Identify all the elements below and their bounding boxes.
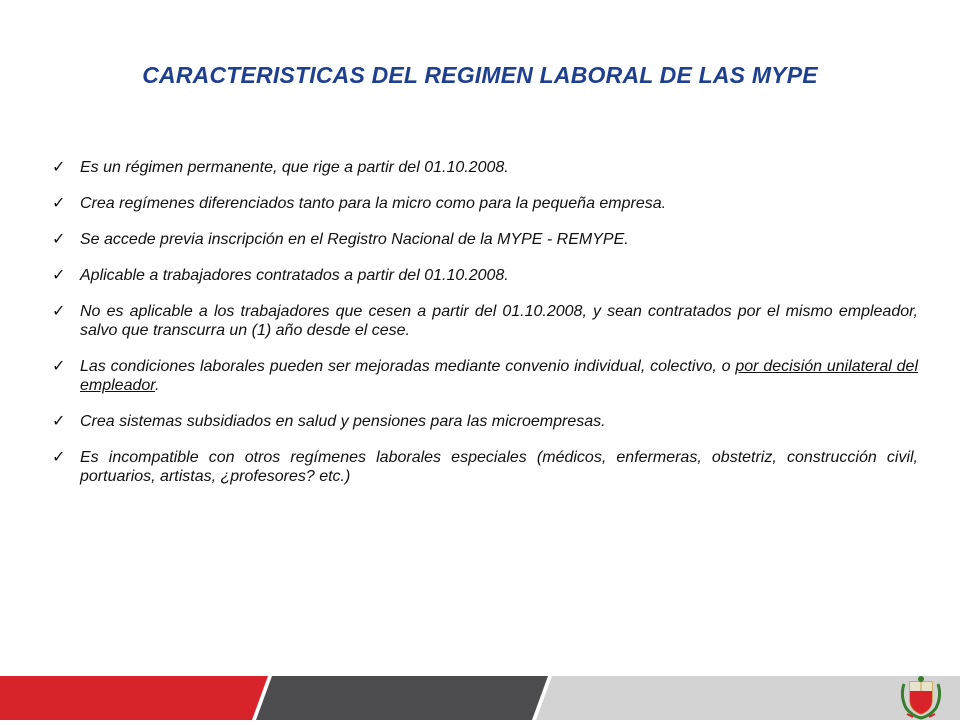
check-icon: ✓ (52, 303, 66, 320)
peru-coat-of-arms-icon (898, 674, 944, 720)
check-icon: ✓ (52, 413, 66, 430)
bullet-text: Aplicable a trabajadores contratados a partir del 01.10.2008. (80, 267, 509, 284)
check-icon: ✓ (52, 159, 66, 176)
bullet-list (52, 158, 918, 503)
footer-light-stripe (536, 676, 960, 720)
bullet-underlined-text: por decisión unilateral del empleador (80, 358, 918, 394)
bullet-text: Crea regímenes diferenciados tanto para la micro como para la pequeña empresa. (80, 195, 667, 212)
bullet-text-part: . (155, 377, 160, 394)
bullet-text (80, 358, 918, 394)
footer-stripes (0, 676, 960, 720)
bullet-item (52, 357, 918, 395)
check-icon: ✓ (52, 231, 66, 248)
bullet-text: No es aplicable a los trabajadores que cesen a partir del 01.10.2008, y sean contratados por el mismo empleador, salvo que transcurra un (1) año desde el cese. (80, 303, 918, 339)
bullet-item (52, 194, 918, 213)
slide-title: CARACTERISTICAS DEL REGIMEN LABORAL DE LAS MYPE (142, 62, 818, 88)
bullet-text: Crea sistemas subsidiados en salud y pensiones para las microempresas. (80, 413, 606, 430)
bullet-item (52, 302, 918, 340)
bullet-text: Es un régimen permanente, que rige a partir del 01.10.2008. (80, 159, 509, 176)
bullet-text-part: Las condiciones laborales pueden ser mejoradas mediante convenio individual, colectivo, o (80, 358, 736, 375)
bullet-text: Es incompatible con otros regímenes laborales especiales (médicos, enfermeras, obstetriz, construcción civil, portuarios, artistas, ¿profesores? etc.) (80, 449, 918, 485)
bullet-item (52, 158, 918, 177)
check-icon: ✓ (52, 358, 66, 375)
bullet-item (52, 412, 918, 431)
check-icon: ✓ (52, 195, 66, 212)
footer-bar (0, 676, 960, 720)
check-icon: ✓ (52, 449, 66, 466)
bullet-item (52, 230, 918, 249)
footer-red-stripe (0, 676, 268, 720)
check-icon: ✓ (52, 267, 66, 284)
bullet-text: Se accede previa inscripción en el Registro Nacional de la MYPE - REMYPE. (80, 231, 629, 248)
bullet-item (52, 266, 918, 285)
bullet-item (52, 448, 918, 486)
footer-dark-stripe (256, 676, 548, 720)
